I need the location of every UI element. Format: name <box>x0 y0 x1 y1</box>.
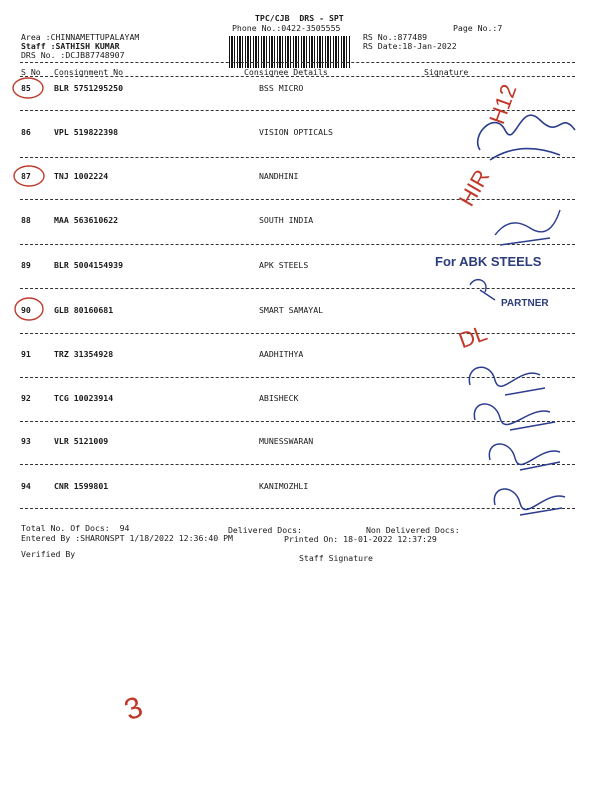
divider <box>20 333 575 334</box>
signature-scribble <box>489 444 560 470</box>
signature-scribble <box>494 489 565 515</box>
hand-note-dl: DL <box>455 320 491 354</box>
row-consignment: VLR 5121009 <box>54 436 109 446</box>
row-consignment: BLR 5004154939 <box>54 260 124 270</box>
divider <box>20 199 575 200</box>
row-consignee: APK STEELS <box>259 260 309 270</box>
col-header-consignment: Consignment No <box>54 67 124 77</box>
divider <box>20 377 575 378</box>
row-consignment: GLB 80160681 <box>54 305 114 315</box>
row-consignee: AADHITHYA <box>259 349 304 359</box>
verified-by: Verified By <box>21 549 76 559</box>
stamp-role: PARTNER <box>501 298 549 309</box>
page-number: Page No.:7 <box>453 23 503 33</box>
stamp-company: For ABK STEELS <box>435 254 542 269</box>
hand-note-h1r: HIR <box>453 165 495 211</box>
row-consignee: MUNESSWARAN <box>259 436 314 446</box>
signature-scribble <box>474 404 555 430</box>
report-title: TPC/CJB DRS - SPT <box>255 13 344 23</box>
barcode <box>229 36 351 68</box>
row-consignee: SOUTH INDIA <box>259 215 314 225</box>
divider <box>20 421 575 422</box>
total-docs: Total No. Of Docs: 94 <box>21 523 130 533</box>
col-header-signature: Signature <box>424 67 469 77</box>
rs-number: RS No.:877489 <box>363 32 428 42</box>
row-consignee: ABISHECK <box>259 393 299 403</box>
rs-date: RS Date:18-Jan-2022 <box>363 41 457 51</box>
non-delivered-docs: Non Delivered Docs: <box>366 525 460 535</box>
row-consignee: SMART SAMAYAL <box>259 305 324 315</box>
delivered-docs: Delivered Docs: <box>228 525 302 535</box>
col-header-consignee: Consignee Details <box>244 67 328 77</box>
area-label: Area :CHINNAMETTUPALAYAM <box>21 32 140 42</box>
row-sno: 93 <box>21 436 31 446</box>
row-sno: 87 <box>21 171 31 181</box>
row-sno: 86 <box>21 127 31 137</box>
row-sno: 90 <box>21 305 31 315</box>
row-consignment: MAA 563610622 <box>54 215 119 225</box>
staff-label: Staff :SATHISH KUMAR <box>21 41 120 51</box>
signature-scribble <box>495 210 560 245</box>
signature-scribble <box>469 367 545 395</box>
col-header-sno: S No <box>21 67 41 77</box>
phone-number: Phone No.:0422-3505555 <box>232 23 341 33</box>
drs-number: DRS No. :DCJB87748907 <box>21 50 125 60</box>
row-sno: 85 <box>21 83 31 93</box>
row-consignment: BLR 5751295250 <box>54 83 124 93</box>
page-mark: 3 <box>120 690 148 728</box>
divider <box>20 157 575 158</box>
signature-scribble <box>478 115 575 160</box>
staff-signature-label: Staff Signature <box>299 553 373 563</box>
divider <box>20 244 575 245</box>
divider <box>20 464 575 465</box>
row-sno: 94 <box>21 481 31 491</box>
row-consignment: TRZ 31354928 <box>54 349 114 359</box>
row-sno: 88 <box>21 215 31 225</box>
divider <box>20 110 575 111</box>
row-sno: 89 <box>21 260 31 270</box>
row-consignment: TCG 10023914 <box>54 393 114 403</box>
company-stamp <box>425 248 567 318</box>
row-consignee: BSS MICRO <box>259 83 304 93</box>
row-consignment: CNR 1599801 <box>54 481 109 491</box>
printed-on: Printed On: 18-01-2022 12:37:29 <box>284 534 437 544</box>
divider <box>20 62 575 63</box>
entered-by: Entered By :SHARONSPT 1/18/2022 12:36:40 PM <box>21 533 233 543</box>
hand-note-h12: H12 <box>484 80 522 128</box>
divider <box>20 508 575 509</box>
row-consignee: KANIMOZHLI <box>259 481 309 491</box>
row-consignee: NANDHINI <box>259 171 299 181</box>
row-sno: 91 <box>21 349 31 359</box>
row-consignment: TNJ 1002224 <box>54 171 109 181</box>
row-consignment: VPL 519822398 <box>54 127 119 137</box>
row-consignee: VISION OPTICALS <box>259 127 333 137</box>
row-sno: 92 <box>21 393 31 403</box>
divider <box>20 76 575 77</box>
